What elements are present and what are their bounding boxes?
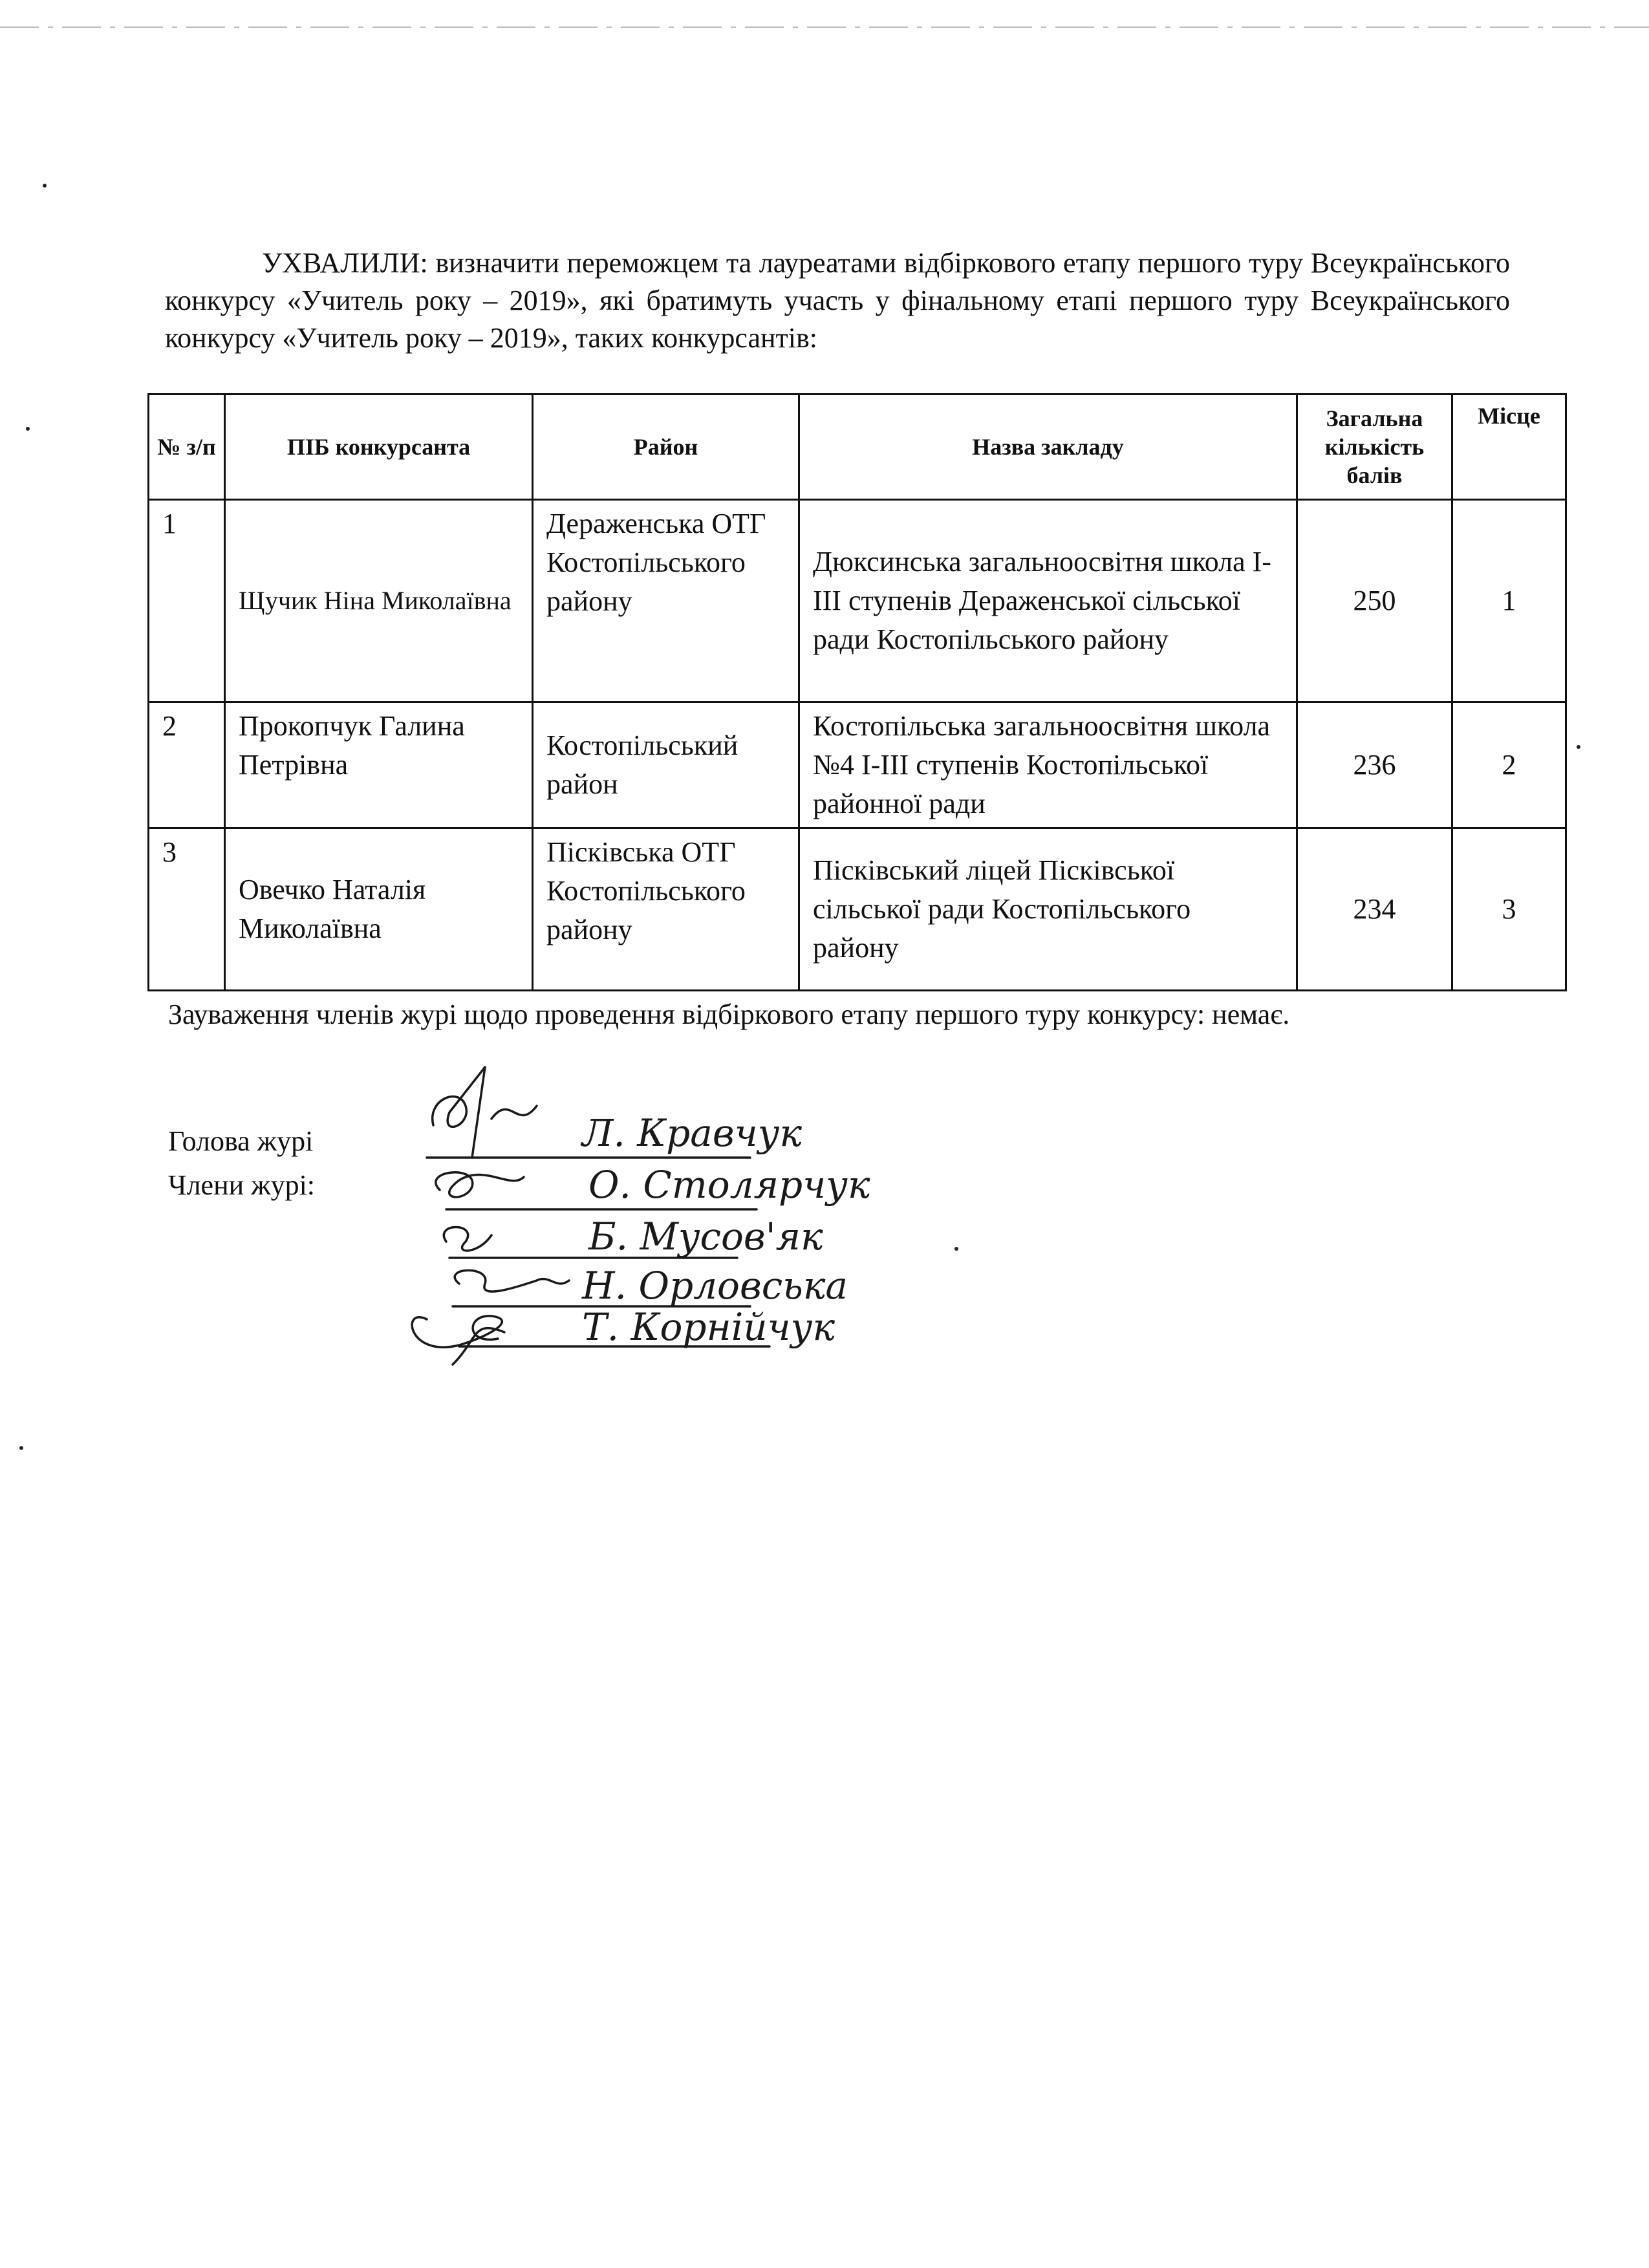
cell-place: 1 <box>1452 500 1566 702</box>
jury-remark: Зауваження членів журі щодо проведення відбіркового етапу першого туру конкурсу: немає. <box>168 999 1290 1030</box>
cell-score: 234 <box>1297 828 1452 991</box>
header-name: ПІБ конкурсанта <box>225 394 533 500</box>
signature-text: Б. Мусов'як <box>588 1215 823 1258</box>
cell-num: 3 <box>149 828 225 991</box>
scan-speck <box>1577 745 1580 749</box>
cell-name: Щучик Ніна Миколаївна <box>225 500 533 702</box>
cell-school: Пісківський ліцей Пісківської сільської ради Костопільського району <box>799 828 1297 991</box>
table-header-row <box>149 394 1566 500</box>
cell-district: Пісківська ОТГ Костопільського району <box>533 828 799 991</box>
signature-text: Л. Кравчук <box>582 1111 802 1155</box>
table-row <box>149 500 1566 702</box>
table-row <box>149 828 1566 991</box>
scan-artifact-line <box>0 25 1649 30</box>
cell-place: 3 <box>1452 828 1566 991</box>
header-school: Назва закладу <box>799 394 1297 500</box>
signature-text: О. Столярчук <box>588 1163 870 1207</box>
cell-score: 250 <box>1297 500 1452 702</box>
header-district: Район <box>533 394 799 500</box>
scan-speck <box>26 427 30 431</box>
contestants-table <box>147 393 1567 991</box>
handwritten-signatures <box>388 1061 931 1371</box>
cell-num: 1 <box>149 500 225 702</box>
cell-district: Костопільський район <box>533 702 799 828</box>
scan-speck <box>19 1446 23 1450</box>
signature-text: Н. Орловська <box>582 1264 848 1308</box>
cell-score: 236 <box>1297 702 1452 828</box>
cell-name: Овечко Наталія Миколаївна <box>225 828 533 991</box>
scan-speck <box>43 184 47 188</box>
header-score: Загальна кількість балів <box>1297 394 1452 500</box>
cell-school: Дюксинська загальноосвітня школа І-ІІІ ступенів Дераженської сільської ради Костопільського району <box>799 500 1297 702</box>
cell-num: 2 <box>149 702 225 828</box>
table-row <box>149 702 1566 828</box>
signature-text: Т. Корнійчук <box>582 1305 835 1349</box>
header-place: Місце <box>1452 394 1566 500</box>
cell-school: Костопільська загальноосвітня школа №4 І-ІІІ ступенів Костопільської районної ради <box>799 702 1297 828</box>
resolution-paragraph: УХВАЛИЛИ: визначити переможцем та лауреатами відбіркового етапу першого туру Всеукраїнського конкурсу «Учитель року – 2019», які братимуть участь у фінальному етапі першого туру Всеукраїнського конкурсу «Учитель року – 2019», таких конкурсантів: <box>165 247 1510 354</box>
header-num: № з/п <box>149 394 225 500</box>
cell-place: 2 <box>1452 702 1566 828</box>
jury-members-label: Члени журі: <box>168 1169 316 1201</box>
scan-speck <box>954 1247 958 1251</box>
cell-name: Прокопчук Галина Петрівна <box>225 702 533 828</box>
cell-district: Дераженська ОТГ Костопільського району <box>533 500 799 702</box>
jury-chair-label: Голова журі <box>168 1125 314 1157</box>
